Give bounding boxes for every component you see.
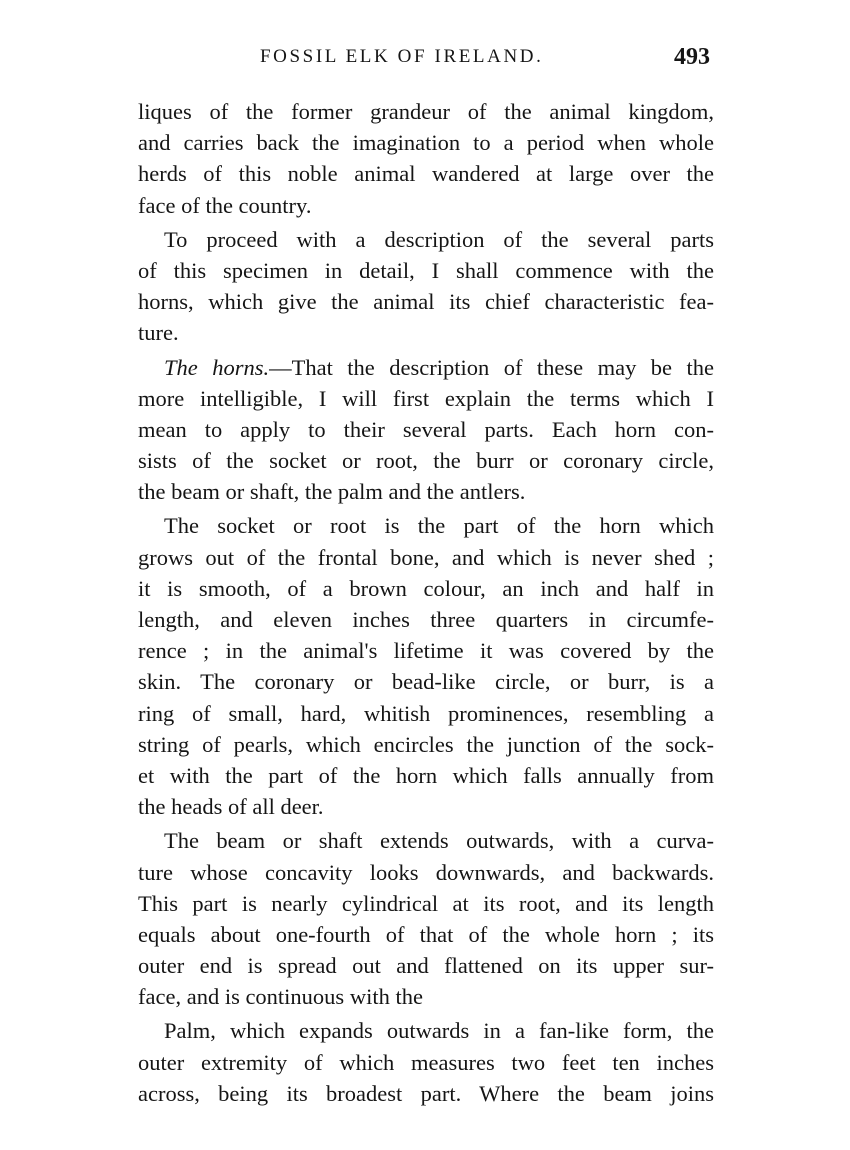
text-run: —That the description of these may be the <box>269 354 714 380</box>
text-line: skin. The coronary or bead-like circle, or burr, is a <box>138 669 714 695</box>
text-line: ture. <box>138 320 179 346</box>
section-lead: The horns. <box>164 354 270 380</box>
text-line: liques of the former grandeur of the animal kingdom, <box>138 99 714 124</box>
text-line: it is smooth, of a brown colour, an inch and half in <box>138 575 714 601</box>
text-line: ture whose concavity looks downwards, and backwards. <box>138 859 714 885</box>
text-line: of this specimen in detail, I shall commence with the <box>138 257 714 283</box>
text-line: the heads of all deer. <box>138 794 324 820</box>
text-line: The socket or root is the part of the horn which <box>164 513 714 539</box>
text-line: outer end is spread out and flattened on its upper sur- <box>138 953 714 979</box>
page-number: 493 <box>674 44 710 70</box>
text-line: more intelligible, I will first explain the terms which I <box>138 385 714 411</box>
text-line: et with the part of the horn which falls annually from <box>138 762 714 788</box>
text-line: mean to apply to their several parts. Each horn con- <box>138 416 714 442</box>
running-head <box>140 40 710 74</box>
text-line: Palm, which expands outwards in a fan-like form, the <box>164 1018 714 1044</box>
text-line: horns, which give the animal its chief characteristic fea- <box>138 289 714 315</box>
text-line: grows out of the frontal bone, and which is never shed ; <box>138 544 714 570</box>
text-line: across, being its broadest part. Where the beam joins <box>138 1080 714 1106</box>
text-line <box>138 352 714 383</box>
text-line: herds of this noble animal wandered at large over the <box>138 161 714 187</box>
text-line: sists of the socket or root, the burr or coronary circle, <box>138 448 714 474</box>
text-line: ring of small, hard, whitish prominences, resembling a <box>138 700 714 726</box>
running-title: FOSSIL ELK OF IRELAND. <box>260 46 544 67</box>
text-line: equals about one-fourth of that of the whole horn ; its <box>138 921 714 947</box>
text-line: The beam or shaft extends outwards, with a curva- <box>164 828 714 854</box>
text-line: This part is nearly cylindrical at its root, and its length <box>138 890 714 916</box>
text-line: To proceed with a description of the several parts <box>164 226 714 252</box>
text-line: face, and is continuous with the <box>138 984 423 1010</box>
text-line: and carries back the imagination to a period when whole <box>138 130 714 156</box>
text-line: string of pearls, which encircles the junction of the sock- <box>138 731 714 757</box>
text-line: the beam or shaft, the palm and the antlers. <box>138 479 526 505</box>
text-line: outer extremity of which measures two feet ten inches <box>138 1049 714 1075</box>
body-text <box>138 96 714 1109</box>
text-line: rence ; in the animal's lifetime it was covered by the <box>138 638 714 664</box>
text-line: face of the country. <box>138 192 312 218</box>
text-line: length, and eleven inches three quarters in circumfe- <box>138 607 714 632</box>
